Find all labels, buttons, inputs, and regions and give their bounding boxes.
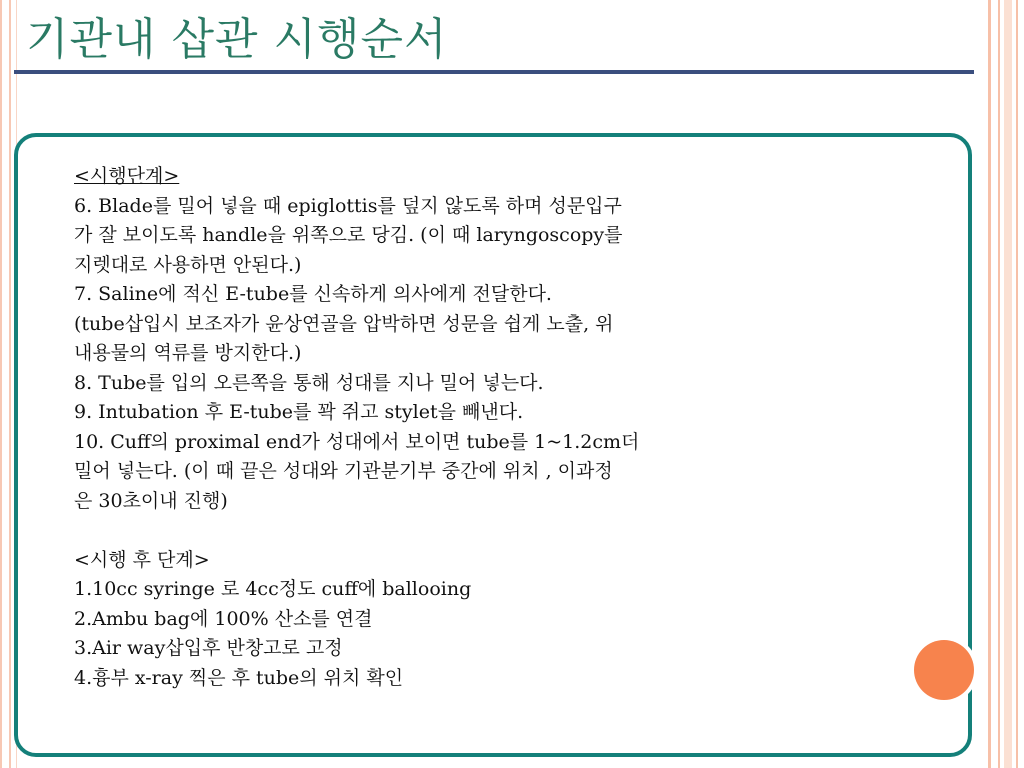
decorative-stripe	[998, 0, 1000, 768]
content-body	[74, 162, 834, 693]
content-line: (tube삽입시 보조자가 윤상연골을 압박하면 성문을 쉽게 노출, 위	[74, 312, 614, 335]
content-line: 밀어 넣는다. (이 때 끝은 성대와 기관분기부 중간에 위치 , 이과정	[74, 460, 613, 482]
content-line: 3.Air way삽입후 반창고로 고정	[74, 637, 343, 659]
decorative-stripe	[0, 0, 2, 768]
decorative-stripe	[1004, 0, 1012, 768]
content-line: 2.Ambu bag에 100% 산소를 연결	[74, 607, 373, 630]
decorative-stripe	[988, 0, 991, 768]
decorative-circle	[914, 640, 974, 700]
content-line: 내용물의 역류를 방지한다.)	[74, 342, 302, 364]
section-heading-post-procedure: <시행 후 단계>	[74, 548, 210, 571]
title-underline	[14, 70, 974, 74]
spacer	[74, 516, 834, 546]
content-line: 지렛대로 사용하면 안된다.)	[74, 253, 302, 276]
content-line: 8. Tube를 입의 오른쪽을 통해 성대를 지나 밀어 넣는다.	[74, 371, 544, 394]
content-line: 1.10cc syringe 로 4cc정도 cuff에 ballooing	[74, 578, 472, 600]
content-line: 가 잘 보이도록 handle을 위쪽으로 당김. (이 때 laryngoscopy를	[74, 224, 623, 246]
content-line: 4.흉부 x-ray 찍은 후 tube의 위치 확인	[74, 666, 404, 689]
slide-title: 기관내 삽관 시행순서	[26, 14, 448, 65]
section-heading-procedure: <시행단계>	[74, 165, 180, 187]
content-line: 7. Saline에 적신 E-tube를 신속하게 의사에게 전달한다.	[74, 283, 552, 305]
decorative-stripe	[1016, 0, 1018, 768]
content-line: 6. Blade를 밀어 넣을 때 epiglottis를 덮지 않도록 하며 성문입구	[74, 194, 622, 217]
decorative-stripe	[9, 0, 11, 768]
content-line: 9. Intubation 후 E-tube를 꽉 쥐고 stylet을 빼낸다.	[74, 401, 524, 423]
content-line: 10. Cuff의 proximal end가 성대에서 보이면 tube를 1~1.2cm더	[74, 430, 640, 453]
content-line: 은 30초이내 진행)	[74, 489, 228, 512]
